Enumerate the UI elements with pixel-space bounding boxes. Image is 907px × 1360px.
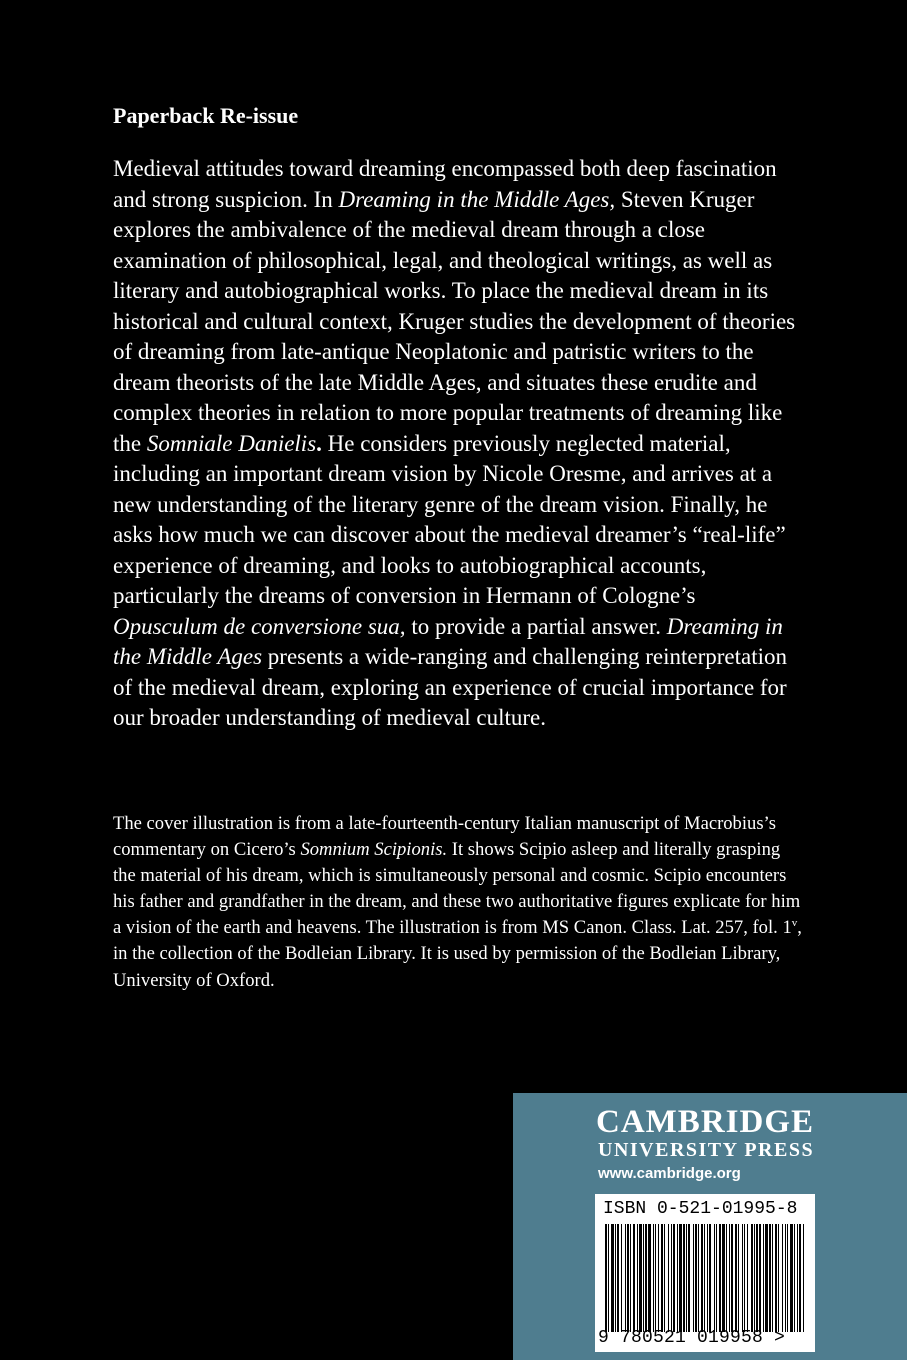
barcode-bar (693, 1224, 694, 1332)
barcode-bar (671, 1224, 672, 1332)
folio-verso-superscript: v (791, 917, 798, 930)
barcode-bar (731, 1224, 733, 1332)
barcode-bar (701, 1224, 703, 1332)
blurb-text-1: Medieval attitudes toward dreaming encompassed both deep fascination and strong suspicion. In (113, 156, 777, 212)
barcode-bar (653, 1224, 654, 1332)
barcode-bar (763, 1224, 764, 1332)
isbn-barcode-box (595, 1194, 815, 1352)
book-title-italic-2: Dreaming in the Middle Ages (113, 613, 783, 669)
barcode-bar (709, 1224, 711, 1332)
blurb-text-2: Steven Kruger explores the ambivalence of the medieval dream through a close examination of philosophical, legal, and theological writings, as well as literary and autobiographical works. To place the medieval dream in its historical and cultural context, Kruger studies the development of theories of dreaming from late-antique Neoplatonic and patristic writers to the dream theorists of the late Middle Ages, and situates these erudite and complex theories in relation to more popular treatments of dreaming like the (113, 186, 796, 456)
barcode-bar (735, 1224, 737, 1332)
publisher-subname: UNIVERSITY PRESS (598, 1139, 815, 1161)
barcode-bar (778, 1224, 779, 1332)
barcode-bar (611, 1224, 614, 1332)
barcode-bar (738, 1224, 739, 1332)
somniale-title-italic: Somniale Danielis (146, 430, 317, 456)
barcode-bar (785, 1224, 786, 1332)
blurb-text-3: He considers previously neglected material, including an important dream vision by Nicole Oresme, and arrives at a new understanding of the literary genre of the dream vision. Finally, he asks how much we can discover about the medieval dreamer’s “real-life” experience of dreaming, and looks to autobiographical accounts, particularly the dreams of conversion in Hermann of Cologne’s (113, 430, 786, 608)
barcode-bar (797, 1224, 798, 1332)
barcode-bar (751, 1224, 753, 1332)
barcode-bar (726, 1224, 727, 1332)
barcode-bar (772, 1224, 773, 1332)
barcode-bar (668, 1224, 669, 1332)
credit-text-3: , in the collection of the Bodleian Library. It is used by permission of the Bodleian Library, University of Oxford. (113, 917, 802, 991)
barcode-bar (787, 1224, 788, 1332)
barcode-bar (648, 1224, 651, 1332)
barcode-bar (673, 1224, 675, 1332)
barcode-bar (729, 1224, 730, 1332)
barcode-bar (686, 1224, 687, 1332)
barcode-bar (790, 1224, 793, 1332)
barcode-bar (625, 1224, 626, 1332)
barcode-bar (677, 1224, 678, 1332)
barcode-bar (719, 1224, 721, 1332)
barcode-bar (630, 1224, 631, 1332)
barcode-bar (744, 1224, 745, 1332)
book-title-italic: Dreaming in the Middle Ages, (338, 186, 616, 212)
barcode-bar (794, 1224, 795, 1332)
barcode-bar (627, 1224, 629, 1332)
barcode-bar (605, 1224, 607, 1332)
blurb-text-5: presents a wide-ranging and challenging reinterpretation of the medieval dream, exploring an experience of crucial importance for our broader understanding of medieval culture. (113, 644, 788, 730)
reissue-label: Paperback Re-issue (113, 103, 299, 128)
barcode-bar (769, 1224, 771, 1332)
barcode-bar (765, 1224, 768, 1332)
barcode-graphic (605, 1224, 805, 1332)
somniale-period: . (316, 430, 322, 456)
barcode-bar (683, 1224, 685, 1332)
barcode-bar (754, 1224, 755, 1332)
barcode-bar (714, 1224, 715, 1332)
publisher-panel (513, 1093, 907, 1360)
barcode-bar (615, 1224, 616, 1332)
barcode-bar (621, 1224, 622, 1332)
book-description (113, 154, 803, 734)
blurb-text-4: to provide a partial answer. (405, 613, 667, 639)
barcode-bar (799, 1224, 801, 1332)
barcode-bar (679, 1224, 682, 1332)
barcode-bar (633, 1224, 635, 1332)
isbn-label: ISBN 0-521-01995-8 (603, 1199, 798, 1219)
barcode-bar (707, 1224, 708, 1332)
barcode-bar (617, 1224, 619, 1332)
credit-text-1: The cover illustration is from a late-fourteenth-century Italian manuscript of Macrobius’s commentary on Cicero’s (113, 813, 776, 861)
publisher-website: www.cambridge.org (598, 1165, 741, 1182)
barcode-bar (688, 1224, 690, 1332)
barcode-bar (698, 1224, 699, 1332)
barcode-bar (637, 1224, 638, 1332)
barcode-bar (645, 1224, 647, 1332)
barcode-bar (716, 1224, 717, 1332)
barcode-bar (775, 1224, 777, 1332)
barcode-bar (722, 1224, 725, 1332)
cover-illustration-credit (113, 811, 803, 994)
barcode-bar (695, 1224, 697, 1332)
barcode-bar (756, 1224, 758, 1332)
barcode-bar (782, 1224, 783, 1332)
barcode-bar (747, 1224, 748, 1332)
publisher-name: CAMBRIDGE (596, 1104, 815, 1140)
barcode-bar (608, 1224, 609, 1332)
barcode-bar (803, 1224, 804, 1332)
barcode-bar (655, 1224, 656, 1332)
barcode-bar (759, 1224, 761, 1332)
credit-text-2: It shows Scipio asleep and literally grasping the material of his dream, which is simultaneously personal and cosmic. Scipio encounters his father and grandfather in the dream, and these two authoritative figures explicate for him a vision of the earth and heavens. The illustration is from MS Canon. Class. Lat. 257, fol. 1 (113, 839, 801, 939)
barcode-bar (664, 1224, 665, 1332)
barcode-bar (643, 1224, 644, 1332)
somnium-title-italic: Somnium Scipionis. (300, 839, 448, 861)
barcode-bar (658, 1224, 659, 1332)
barcode-bar (742, 1224, 743, 1332)
opusculum-title-italic: Opusculum de conversione sua, (113, 613, 406, 639)
barcode-bar (704, 1224, 705, 1332)
barcode-bar (661, 1224, 663, 1332)
barcode-bar (639, 1224, 642, 1332)
barcode-digits: 9 780521 019958 > (598, 1328, 786, 1348)
